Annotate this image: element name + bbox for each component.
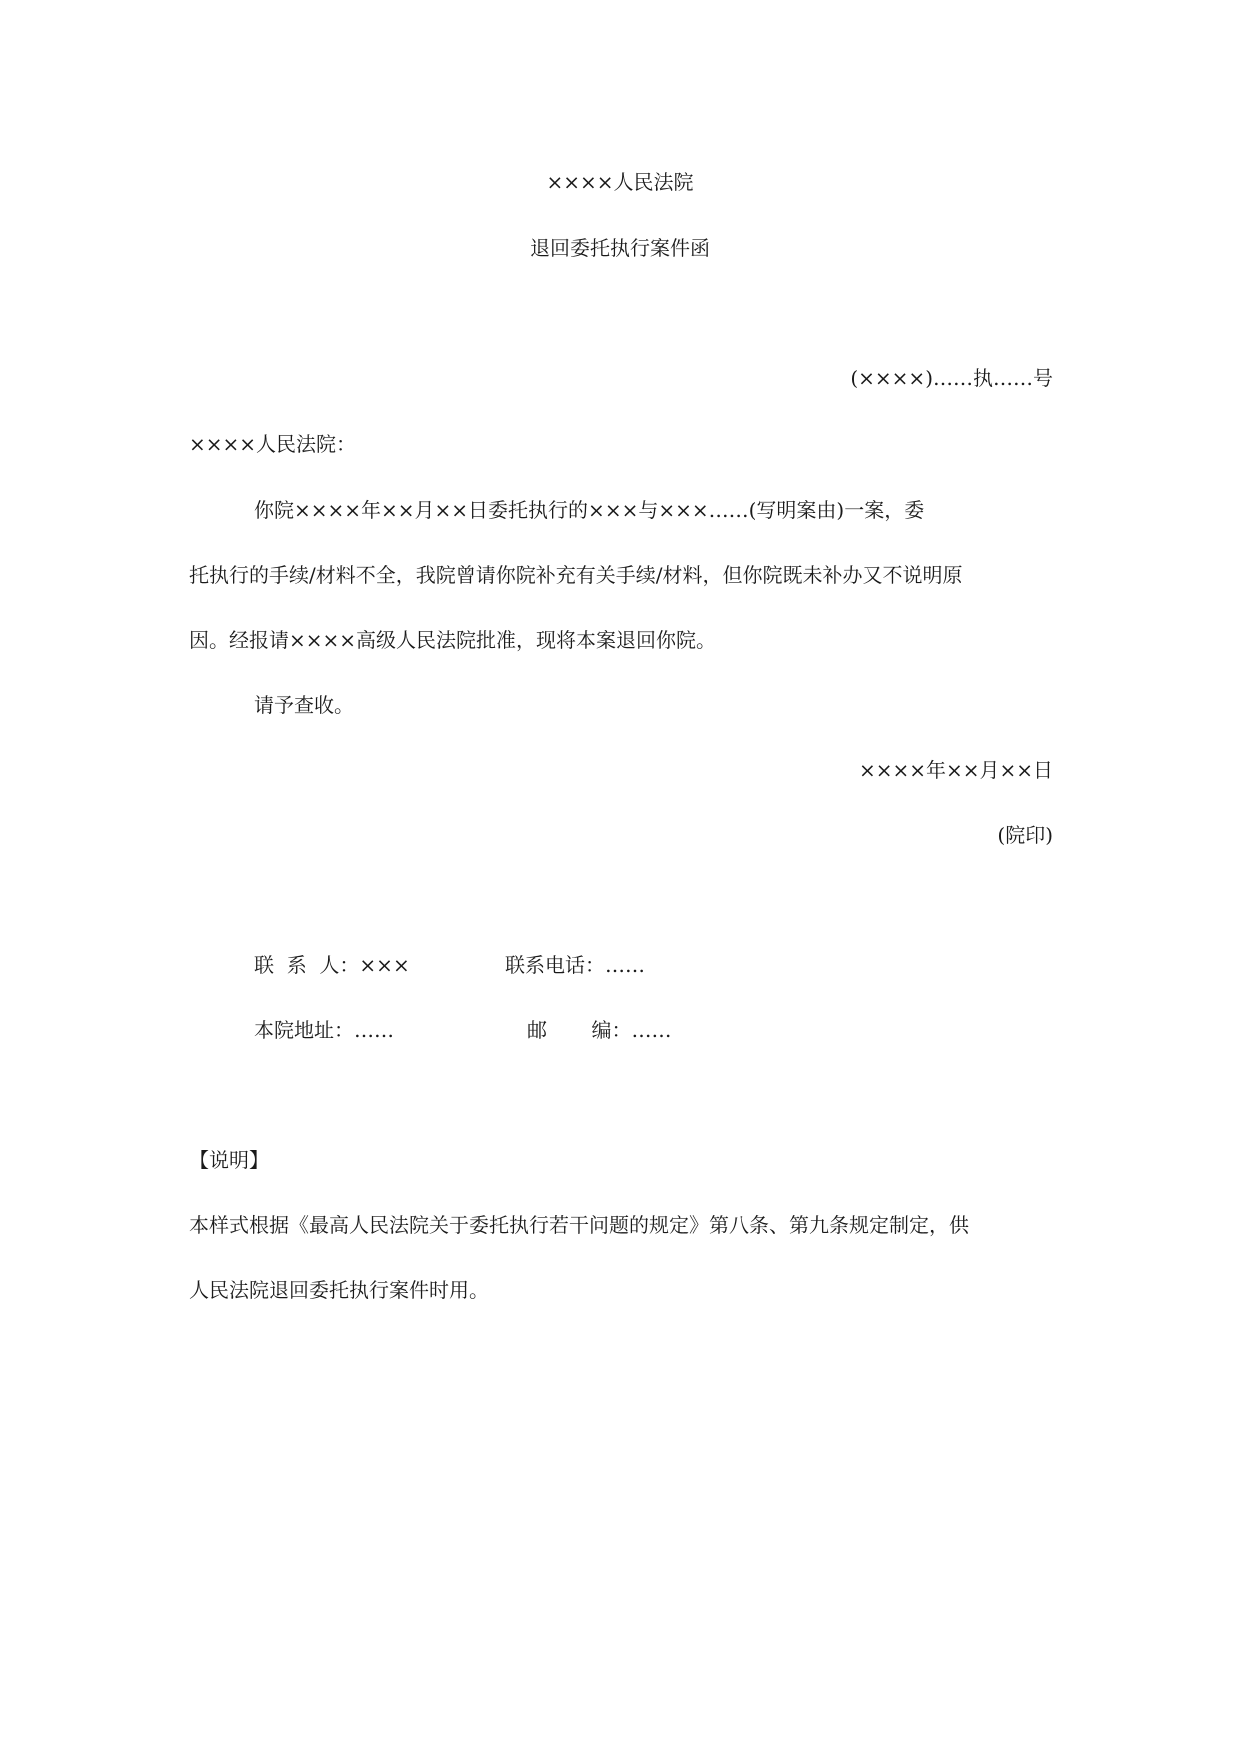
document-title: 退回委托执行案件函 (530, 236, 710, 260)
court-address: 本院地址：…… (254, 1018, 394, 1042)
court-name: ××××人民法院 (546, 170, 694, 194)
court-seal-note: (院印) (997, 823, 1053, 847)
closing-line: 请予查收。 (254, 693, 354, 717)
note-line-1: 本样式根据《最高人民法院关于委托执行若干问题的规定》第八条、第九条规定制定，供 (189, 1213, 969, 1237)
postcode: 邮 编：…… (527, 1018, 672, 1042)
body-line-2: 托执行的手续/材料不全，我院曾请你院补充有关手续/材料，但你院既未补办又不说明原 (189, 563, 963, 587)
issue-date: ××××年××月××日 (858, 758, 1053, 782)
case-number: (××××)……执……号 (850, 366, 1053, 390)
contact-person: 联 系 人：××× (254, 953, 410, 977)
recipient: ××××人民法院： (189, 432, 357, 456)
body-line-1: 你院××××年××月××日委托执行的×××与×××……(写明案由)一案，委 (254, 498, 925, 522)
note-line-2: 人民法院退回委托执行案件时用。 (189, 1278, 489, 1302)
note-heading: 【说明】 (189, 1148, 269, 1172)
body-line-3: 因。经报请××××高级人民法院批准，现将本案退回你院。 (189, 628, 717, 652)
contact-phone: 联系电话：…… (505, 953, 645, 977)
